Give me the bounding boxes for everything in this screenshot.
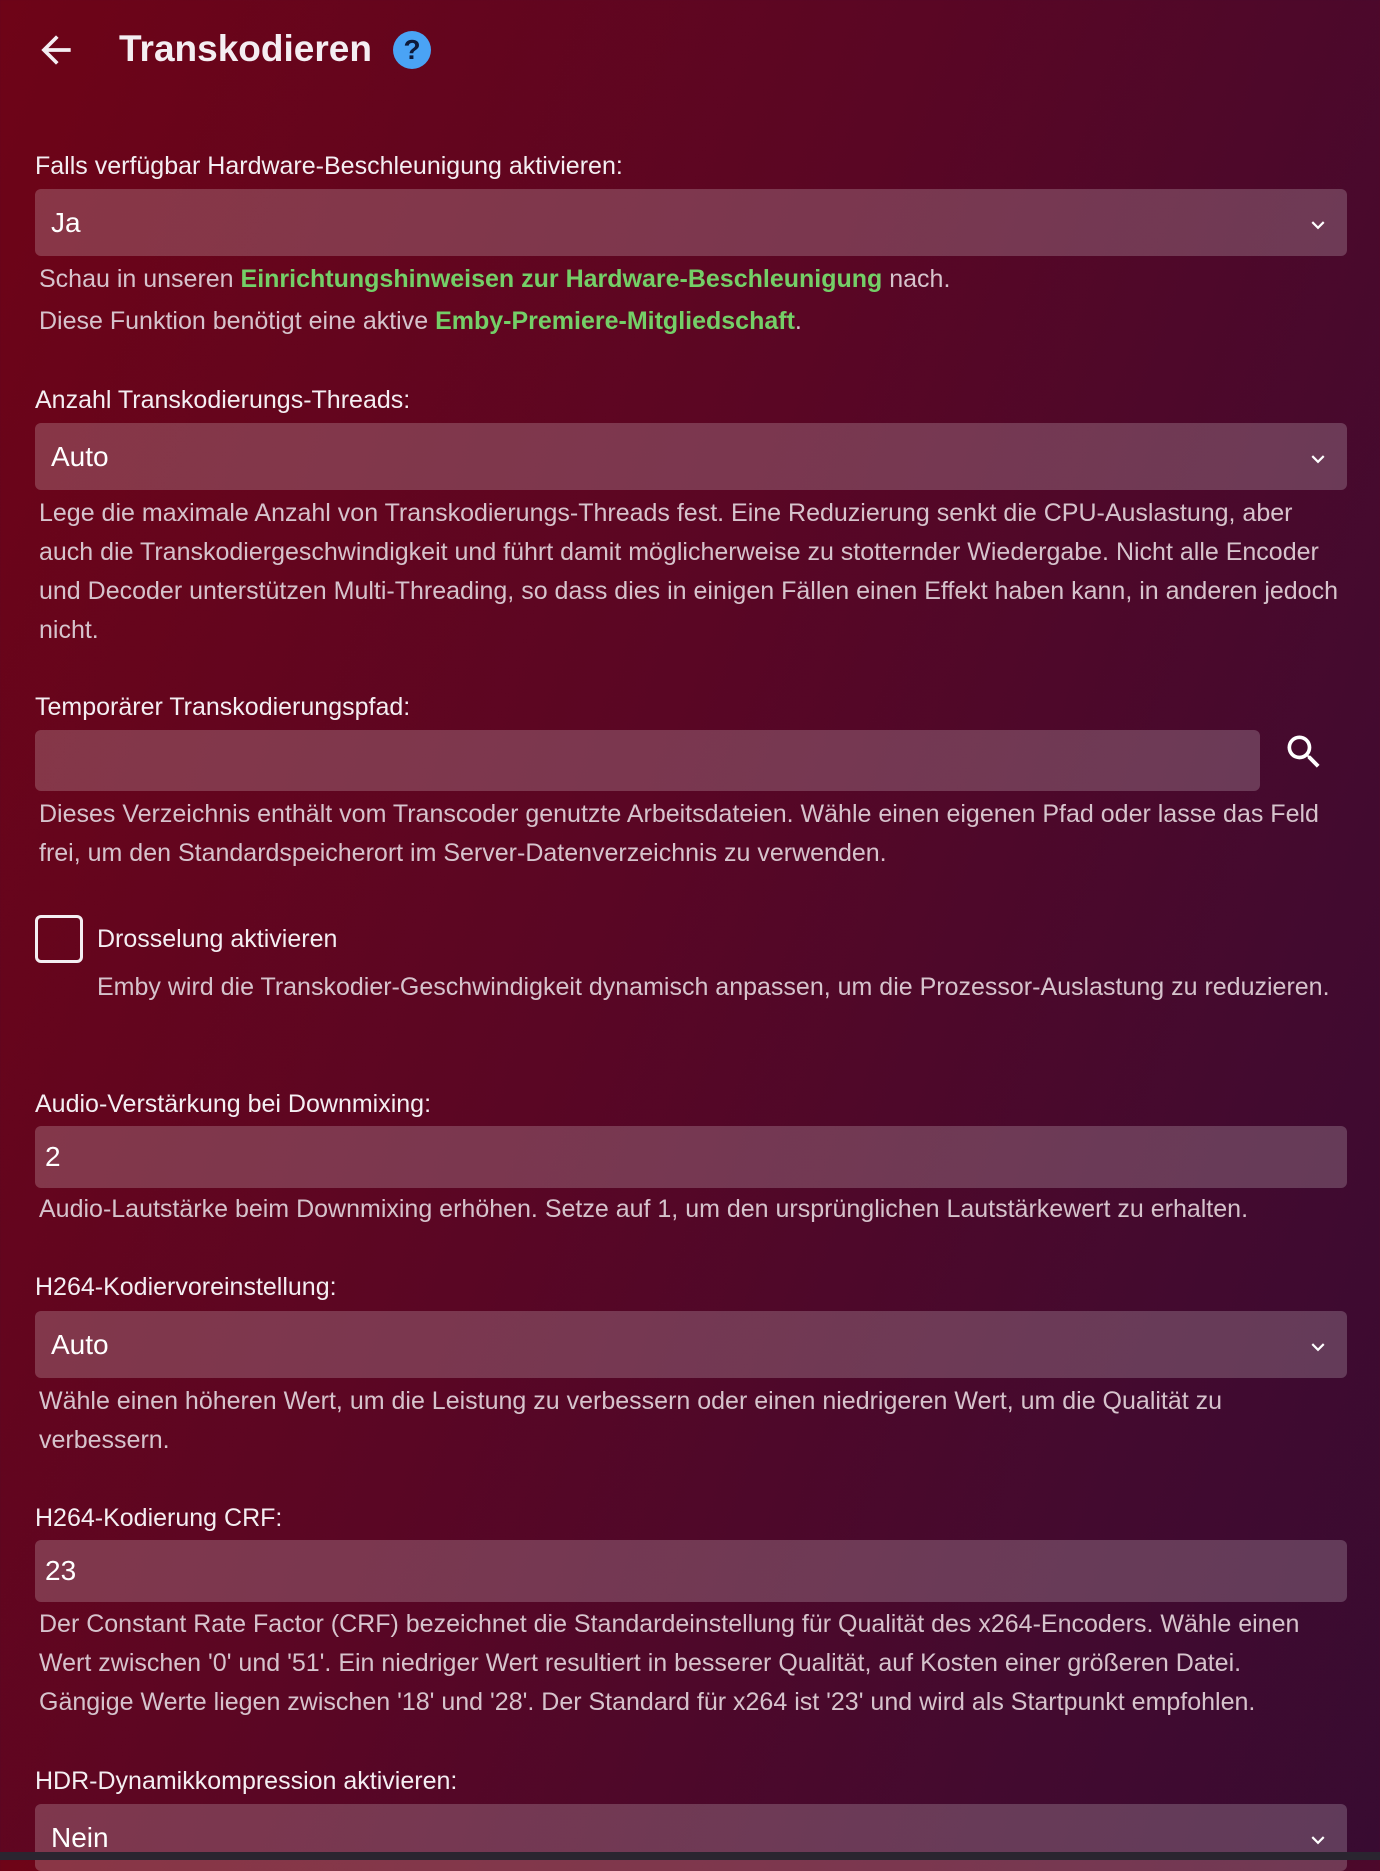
threads-description: Lege die maximale Anzahl von Transkodierungs-Threads fest. Eine Reduzierung senkt die CPU-Auslastung, aber auch die Transkodiergeschwindigkeit und führt damit möglicherweise zu stotternder Wiedergabe. Nicht alle Encoder und Decoder unterstützen Multi-Threading, so dass dies in einigen Fällen einen Effekt haben kann, in anderen jedoch nicht. xyxy=(39,499,1338,644)
downmix-description: Audio-Lautstärke beim Downmixing erhöhen. Setze auf 1, um den ursprünglichen Lautstärkewert zu erhalten. xyxy=(39,1195,1249,1223)
chevron-down-icon xyxy=(1305,1827,1331,1853)
h264-crf-value: 23 xyxy=(45,1555,77,1586)
h264-crf-input[interactable] xyxy=(35,1540,1347,1602)
emby-premiere-link[interactable]: Emby-Premiere-Mitgliedschaft xyxy=(435,307,795,335)
downmix-value: 2 xyxy=(45,1141,61,1172)
temp-path-description: Dieses Verzeichnis enthält vom Transcoder genutzte Arbeitsdateien. Wähle einen eigenen Pfad oder lasse das Feld frei, um den Standardspeicherort im Server-Datenverzeichnis zu verwenden. xyxy=(39,800,1319,867)
h264-preset-label: H264-Kodiervoreinstellung: xyxy=(35,1273,337,1301)
threads-value: Auto xyxy=(51,440,109,472)
h264-crf-label: H264-Kodierung CRF: xyxy=(35,1504,283,1532)
browse-path-button[interactable] xyxy=(1282,730,1326,774)
threads-label: Anzahl Transkodierungs-Threads: xyxy=(35,386,411,414)
hardware-accel-description: Schau in unseren Einrichtungshinweisen zur Hardware-Beschleunigung nach. Diese Funktion benötigt eine aktive Emby-Premiere-Mitgliedschaft. xyxy=(39,265,951,335)
search-icon xyxy=(1282,730,1326,774)
temp-path-input[interactable] xyxy=(35,730,1260,791)
back-button[interactable] xyxy=(34,28,78,72)
page-header xyxy=(0,0,1380,100)
page-title: Transkodieren xyxy=(119,28,372,69)
hdr-value: Nein xyxy=(51,1821,109,1853)
hardware-accel-guide-link[interactable]: Einrichtungshinweisen zur Hardware-Beschleunigung xyxy=(240,265,883,293)
h264-preset-select[interactable] xyxy=(35,1311,1347,1378)
bottom-bar xyxy=(0,1852,1380,1860)
throttling-label[interactable]: Drosselung aktivieren xyxy=(97,925,338,953)
h264-preset-description: Wähle einen höheren Wert, um die Leistung zu verbessern oder einen niedrigeren Wert, um die Qualität zu verbessern. xyxy=(39,1387,1223,1454)
hardware-accel-label: Falls verfügbar Hardware-Beschleunigung aktivieren: xyxy=(35,152,623,180)
throttling-checkbox[interactable] xyxy=(35,915,83,963)
help-circle-icon: ? xyxy=(403,34,421,65)
chevron-down-icon xyxy=(1305,212,1331,238)
hardware-accel-select[interactable] xyxy=(35,189,1347,256)
h264-preset-value: Auto xyxy=(51,1328,109,1360)
temp-path-label: Temporärer Transkodierungspfad: xyxy=(35,693,411,721)
throttling-description: Emby wird die Transkodier-Geschwindigkeit dynamisch anpassen, um die Prozessor-Auslastung zu reduzieren. xyxy=(97,973,1330,1001)
downmix-input[interactable] xyxy=(35,1126,1347,1188)
chevron-down-icon xyxy=(1305,1334,1331,1360)
downmix-label: Audio-Verstärkung bei Downmixing: xyxy=(35,1090,432,1118)
arrow-left-icon xyxy=(34,28,78,72)
threads-select[interactable] xyxy=(35,423,1347,490)
help-button[interactable] xyxy=(393,31,431,69)
h264-crf-description: Der Constant Rate Factor (CRF) bezeichnet die Standardeinstellung für Qualität des x264-Encoders. Wähle einen Wert zwischen '0' und '51'. Ein niedriger Wert resultiert in besserer Qualität, auf Kosten einer größeren Datei. Gängige Werte liegen zwischen '18' und '28'. Der Standard für x264 ist '23' und wird als Startpunkt empfohlen. xyxy=(39,1610,1300,1716)
hdr-select[interactable] xyxy=(35,1804,1347,1871)
hardware-accel-value: Ja xyxy=(51,206,81,238)
chevron-down-icon xyxy=(1305,446,1331,472)
hdr-label: HDR-Dynamikkompression aktivieren: xyxy=(35,1767,458,1795)
